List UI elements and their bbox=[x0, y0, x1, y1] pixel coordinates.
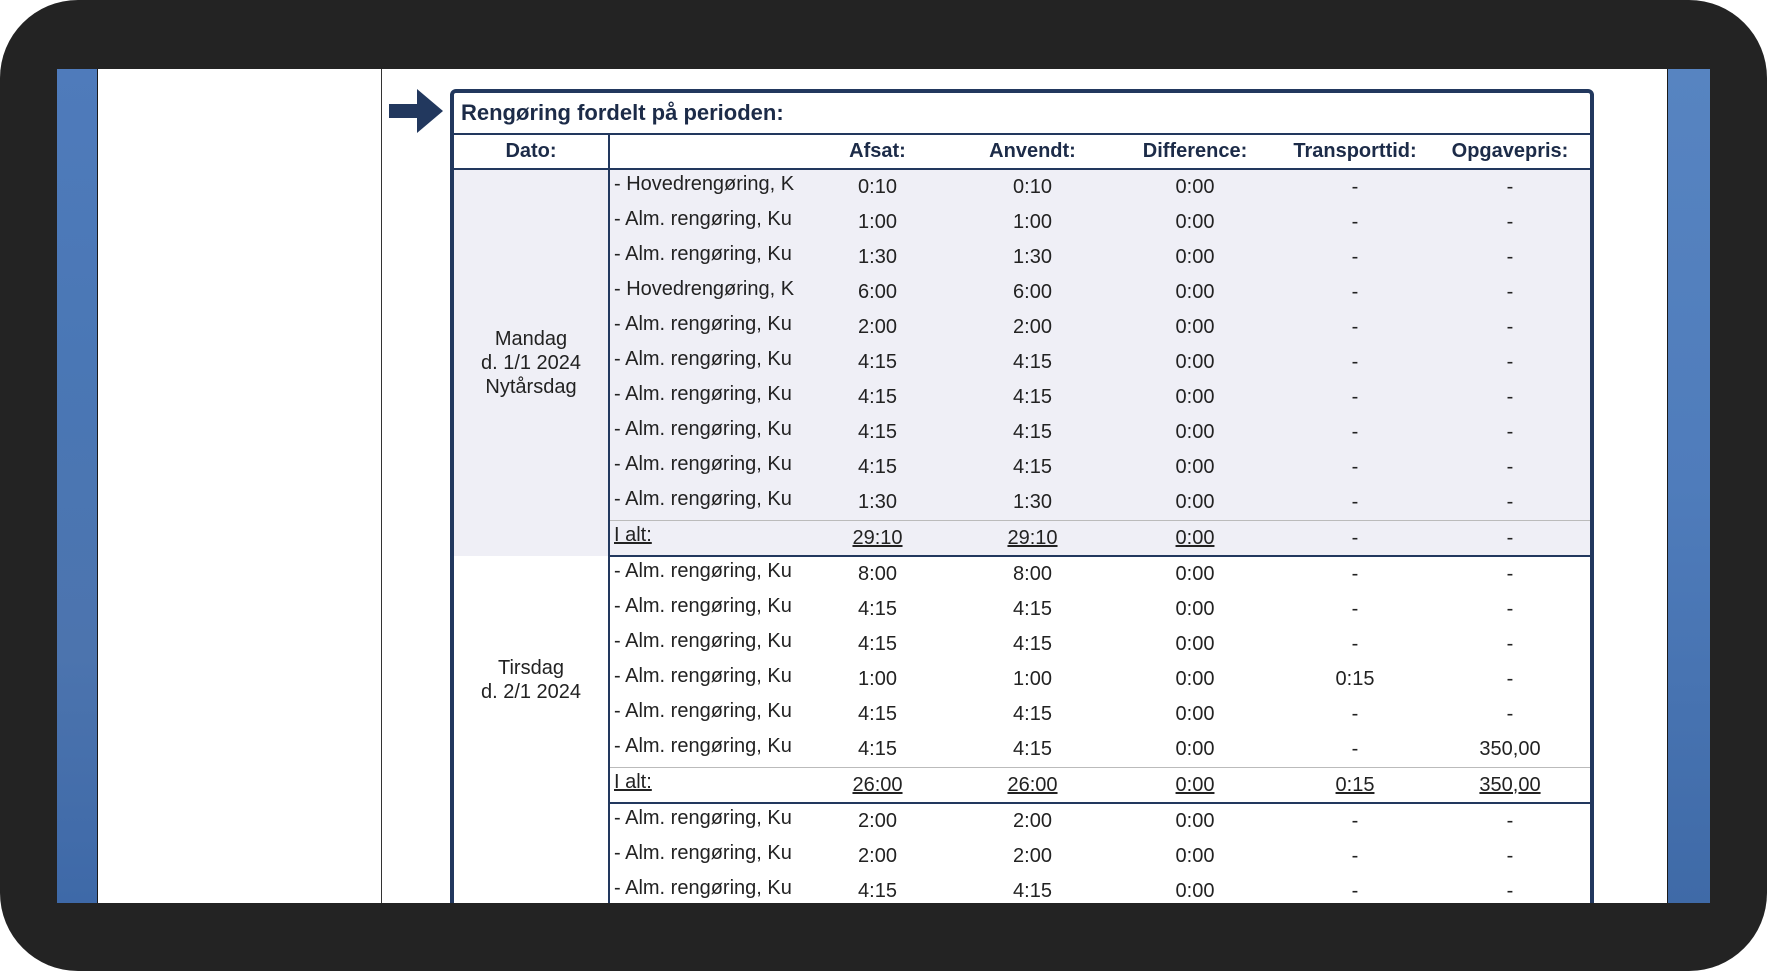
total-label-cell bbox=[609, 768, 800, 804]
afsat-cell: 0:10 bbox=[800, 169, 955, 205]
afsat-cell: 2:00 bbox=[858, 845, 897, 867]
total-difference-cell bbox=[1110, 521, 1280, 557]
difference-cell: 0:00 bbox=[1110, 450, 1280, 485]
task-cell[interactable] bbox=[609, 732, 800, 768]
task-cell[interactable] bbox=[609, 627, 800, 662]
price-cell: - bbox=[1430, 205, 1590, 240]
transport-cell: - bbox=[1280, 345, 1430, 380]
anvendt-cell: 8:00 bbox=[1013, 563, 1052, 585]
table-header-row bbox=[454, 135, 1590, 169]
anvendt-cell: 4:15 bbox=[955, 345, 1110, 380]
total-difference[interactable]: 0:00 bbox=[1175, 526, 1215, 549]
anvendt-cell: 4:15 bbox=[955, 450, 1110, 485]
transport-cell: - bbox=[1351, 738, 1359, 760]
difference-cell: 0:00 bbox=[1175, 563, 1215, 585]
anvendt-cell: 4:15 bbox=[955, 415, 1110, 450]
day-cell bbox=[454, 803, 609, 903]
afsat-cell: 4:15 bbox=[858, 598, 897, 620]
price-cell: - bbox=[1430, 485, 1590, 521]
price-cell: - bbox=[1506, 845, 1514, 867]
anvendt-cell: 4:15 bbox=[955, 380, 1110, 415]
price-cell: - bbox=[1506, 668, 1514, 690]
price-cell: 350,00 bbox=[1479, 738, 1541, 760]
task-cell[interactable] bbox=[609, 345, 800, 380]
price-cell: - bbox=[1506, 880, 1514, 902]
transport-cell: - bbox=[1351, 845, 1359, 867]
difference-cell: 0:00 bbox=[1175, 703, 1215, 725]
difference-cell: 0:00 bbox=[1175, 738, 1215, 760]
difference-cell: 0:00 bbox=[1110, 485, 1280, 521]
afsat-cell: 1:30 bbox=[800, 240, 955, 275]
table-row bbox=[454, 380, 1590, 415]
task-label: - Alm. rengøring, Ku bbox=[614, 383, 792, 405]
table-row bbox=[454, 732, 1590, 768]
difference-cell: 0:00 bbox=[1175, 845, 1215, 867]
panel-title: Rengøring fordelt på perioden: bbox=[454, 93, 1590, 135]
total-transport-cell bbox=[1280, 521, 1430, 557]
task-label: - Alm. rengøring, Ku bbox=[614, 807, 792, 829]
price-cell: - bbox=[1506, 703, 1514, 725]
transport-cell: - bbox=[1351, 563, 1359, 585]
price-cell: - bbox=[1506, 810, 1514, 832]
afsat-cell: 4:15 bbox=[858, 703, 897, 725]
difference-cell: 0:00 bbox=[1175, 668, 1215, 690]
afsat-cell: 4:15 bbox=[800, 450, 955, 485]
header-afsat: Afsat: bbox=[800, 135, 955, 169]
transport-cell: - bbox=[1280, 275, 1430, 310]
transport-cell: - bbox=[1280, 485, 1430, 521]
table-row bbox=[454, 345, 1590, 380]
total-difference-cell bbox=[1110, 768, 1280, 804]
total-anvendt-cell bbox=[955, 768, 1110, 804]
screen bbox=[57, 69, 1710, 903]
total-transport: - bbox=[1351, 526, 1359, 549]
task-label: - Alm. rengøring, Ku bbox=[614, 842, 792, 864]
difference-cell: 0:00 bbox=[1175, 880, 1215, 902]
sidebar-divider bbox=[381, 69, 382, 903]
cleaning-distribution-panel bbox=[450, 89, 1594, 903]
total-transport-cell bbox=[1280, 768, 1430, 804]
total-price[interactable]: 350,00 bbox=[1479, 773, 1541, 796]
price-cell: - bbox=[1430, 240, 1590, 275]
afsat-cell: 1:00 bbox=[800, 205, 955, 240]
task-label: - Alm. rengøring, Ku bbox=[614, 700, 792, 722]
total-afsat[interactable]: 29:10 bbox=[852, 526, 903, 549]
task-label: - Alm. rengøring, Ku bbox=[614, 453, 792, 475]
task-label: - Alm. rengøring, Ku bbox=[614, 243, 792, 265]
total-difference[interactable]: 0:00 bbox=[1175, 773, 1215, 796]
table-row bbox=[454, 556, 1590, 592]
transport-cell: - bbox=[1351, 633, 1359, 655]
transport-cell: - bbox=[1280, 240, 1430, 275]
anvendt-cell: 1:30 bbox=[955, 485, 1110, 521]
total-row bbox=[454, 768, 1590, 804]
task-label: - Alm. rengøring, Ku bbox=[614, 735, 792, 757]
transport-cell: - bbox=[1351, 810, 1359, 832]
table-row bbox=[454, 205, 1590, 240]
task-cell[interactable] bbox=[609, 556, 800, 592]
anvendt-cell: 4:15 bbox=[1013, 598, 1052, 620]
header-date: Dato: bbox=[454, 135, 609, 169]
task-cell[interactable] bbox=[609, 839, 800, 874]
distribution-table bbox=[454, 135, 1590, 903]
anvendt-cell: 4:15 bbox=[1013, 880, 1052, 902]
task-label: - Alm. rengøring, Ku bbox=[614, 877, 792, 899]
day-cell bbox=[454, 556, 609, 803]
price-cell: - bbox=[1506, 633, 1514, 655]
task-cell[interactable] bbox=[609, 874, 800, 903]
afsat-cell: 4:15 bbox=[858, 738, 897, 760]
header-price: Opgavepris: bbox=[1430, 135, 1590, 169]
anvendt-cell: 4:15 bbox=[1013, 703, 1052, 725]
total-label[interactable]: I alt: bbox=[614, 770, 652, 793]
transport-cell: 0:15 bbox=[1335, 668, 1375, 690]
anvendt-cell: 4:15 bbox=[1013, 633, 1052, 655]
day-day: Mandag bbox=[494, 328, 568, 350]
transport-cell: - bbox=[1351, 703, 1359, 725]
afsat-cell: 2:00 bbox=[800, 310, 955, 345]
table-row bbox=[454, 697, 1590, 732]
task-cell[interactable] bbox=[609, 380, 800, 415]
day-cell bbox=[454, 169, 609, 556]
afsat-cell: 6:00 bbox=[800, 275, 955, 310]
transport-cell: - bbox=[1351, 880, 1359, 902]
transport-cell: - bbox=[1280, 205, 1430, 240]
header-transport: Transporttid: bbox=[1280, 135, 1430, 169]
total-transport[interactable]: 0:15 bbox=[1335, 773, 1375, 796]
total-anvendt-cell bbox=[955, 521, 1110, 557]
total-label-cell bbox=[609, 521, 800, 557]
task-cell[interactable] bbox=[609, 275, 800, 310]
header-anvendt: Anvendt: bbox=[955, 135, 1110, 169]
task-cell[interactable] bbox=[609, 450, 800, 485]
afsat-cell: 4:15 bbox=[800, 415, 955, 450]
total-afsat[interactable]: 26:00 bbox=[852, 773, 903, 796]
anvendt-cell: 6:00 bbox=[955, 275, 1110, 310]
anvendt-cell: 1:00 bbox=[955, 205, 1110, 240]
table-row bbox=[454, 485, 1590, 521]
anvendt-cell: 2:00 bbox=[1013, 845, 1052, 867]
task-cell[interactable] bbox=[609, 310, 800, 345]
anvendt-cell: 0:10 bbox=[955, 169, 1110, 205]
difference-cell: 0:00 bbox=[1110, 205, 1280, 240]
afsat-cell: 1:00 bbox=[858, 668, 897, 690]
afsat-cell: 4:15 bbox=[858, 633, 897, 655]
task-label: - Alm. rengøring, Ku bbox=[614, 560, 792, 582]
table-row bbox=[454, 662, 1590, 697]
table-row bbox=[454, 450, 1590, 485]
task-cell[interactable] bbox=[609, 662, 800, 697]
table-row bbox=[454, 169, 1590, 205]
afsat-cell: 8:00 bbox=[858, 563, 897, 585]
browser-page bbox=[97, 69, 1668, 903]
table-row bbox=[454, 240, 1590, 275]
task-label: - Alm. rengøring, Ku bbox=[614, 313, 792, 335]
total-afsat-cell bbox=[800, 521, 955, 557]
afsat-cell: 2:00 bbox=[858, 810, 897, 832]
task-cell[interactable] bbox=[609, 485, 800, 521]
price-cell: - bbox=[1430, 275, 1590, 310]
task-label: - Alm. rengøring, Ku bbox=[614, 630, 792, 652]
price-cell: - bbox=[1430, 345, 1590, 380]
difference-cell: 0:00 bbox=[1175, 810, 1215, 832]
task-cell[interactable] bbox=[609, 169, 800, 205]
afsat-cell: 4:15 bbox=[800, 345, 955, 380]
price-cell: - bbox=[1430, 450, 1590, 485]
table-row bbox=[454, 310, 1590, 345]
total-price-cell bbox=[1430, 768, 1590, 804]
table-row bbox=[454, 803, 1590, 839]
header-difference: Difference: bbox=[1110, 135, 1280, 169]
day-holiday: Nytårsdag bbox=[485, 376, 577, 398]
price-cell: - bbox=[1506, 563, 1514, 585]
total-anvendt[interactable]: 29:10 bbox=[1007, 526, 1058, 549]
task-cell[interactable] bbox=[609, 592, 800, 627]
afsat-cell: 1:30 bbox=[800, 485, 955, 521]
task-label: - Hovedrengøring, K bbox=[614, 173, 795, 195]
anvendt-cell: 2:00 bbox=[1013, 810, 1052, 832]
afsat-cell: 4:15 bbox=[858, 880, 897, 902]
task-label: - Hovedrengøring, K bbox=[614, 278, 795, 300]
table-row bbox=[454, 592, 1590, 627]
transport-cell: - bbox=[1280, 380, 1430, 415]
total-row bbox=[454, 521, 1590, 557]
day-date: d. 2/1 2024 bbox=[480, 680, 582, 703]
task-label: - Alm. rengøring, Ku bbox=[614, 208, 792, 230]
total-price: - bbox=[1506, 526, 1514, 549]
price-cell: - bbox=[1430, 380, 1590, 415]
total-label[interactable]: I alt: bbox=[614, 523, 652, 546]
task-label: - Alm. rengøring, Ku bbox=[614, 595, 792, 617]
table-row bbox=[454, 874, 1590, 903]
arrow-right-icon bbox=[387, 87, 445, 135]
afsat-cell: 4:15 bbox=[800, 380, 955, 415]
difference-cell: 0:00 bbox=[1175, 598, 1215, 620]
difference-cell: 0:00 bbox=[1110, 275, 1280, 310]
total-price-cell bbox=[1430, 521, 1590, 557]
transport-cell: - bbox=[1280, 169, 1430, 205]
anvendt-cell: 4:15 bbox=[1013, 738, 1052, 760]
anvendt-cell: 1:00 bbox=[1013, 668, 1052, 690]
desktop-background-right bbox=[1668, 69, 1710, 903]
task-cell[interactable] bbox=[609, 205, 800, 240]
difference-cell: 0:00 bbox=[1110, 240, 1280, 275]
total-anvendt[interactable]: 26:00 bbox=[1007, 773, 1058, 796]
difference-cell: 0:00 bbox=[1110, 310, 1280, 345]
header-task bbox=[609, 135, 800, 169]
difference-cell: 0:00 bbox=[1175, 633, 1215, 655]
difference-cell: 0:00 bbox=[1110, 169, 1280, 205]
desktop-background-left bbox=[57, 69, 97, 903]
task-label: - Alm. rengøring, Ku bbox=[614, 665, 792, 687]
price-cell: - bbox=[1506, 598, 1514, 620]
table-row bbox=[454, 415, 1590, 450]
price-cell: - bbox=[1430, 310, 1590, 345]
task-cell[interactable] bbox=[609, 415, 800, 450]
difference-cell: 0:00 bbox=[1110, 345, 1280, 380]
task-cell[interactable] bbox=[609, 240, 800, 275]
day-day: Tirsdag bbox=[498, 656, 564, 679]
table-row bbox=[454, 839, 1590, 874]
price-cell: - bbox=[1430, 169, 1590, 205]
transport-cell: - bbox=[1280, 450, 1430, 485]
task-label: - Alm. rengøring, Ku bbox=[614, 488, 792, 510]
table-row bbox=[454, 275, 1590, 310]
task-cell[interactable] bbox=[609, 697, 800, 732]
difference-cell: 0:00 bbox=[1110, 415, 1280, 450]
anvendt-cell: 1:30 bbox=[955, 240, 1110, 275]
day-date: d. 1/1 2024 bbox=[480, 352, 582, 374]
task-label: - Alm. rengøring, Ku bbox=[614, 418, 792, 440]
transport-cell: - bbox=[1280, 310, 1430, 345]
task-label: - Alm. rengøring, Ku bbox=[614, 348, 792, 370]
table-row bbox=[454, 627, 1590, 662]
anvendt-cell: 2:00 bbox=[955, 310, 1110, 345]
difference-cell: 0:00 bbox=[1110, 380, 1280, 415]
transport-cell: - bbox=[1351, 598, 1359, 620]
transport-cell: - bbox=[1280, 415, 1430, 450]
total-afsat-cell bbox=[800, 768, 955, 804]
task-cell[interactable] bbox=[609, 803, 800, 839]
price-cell: - bbox=[1430, 415, 1590, 450]
